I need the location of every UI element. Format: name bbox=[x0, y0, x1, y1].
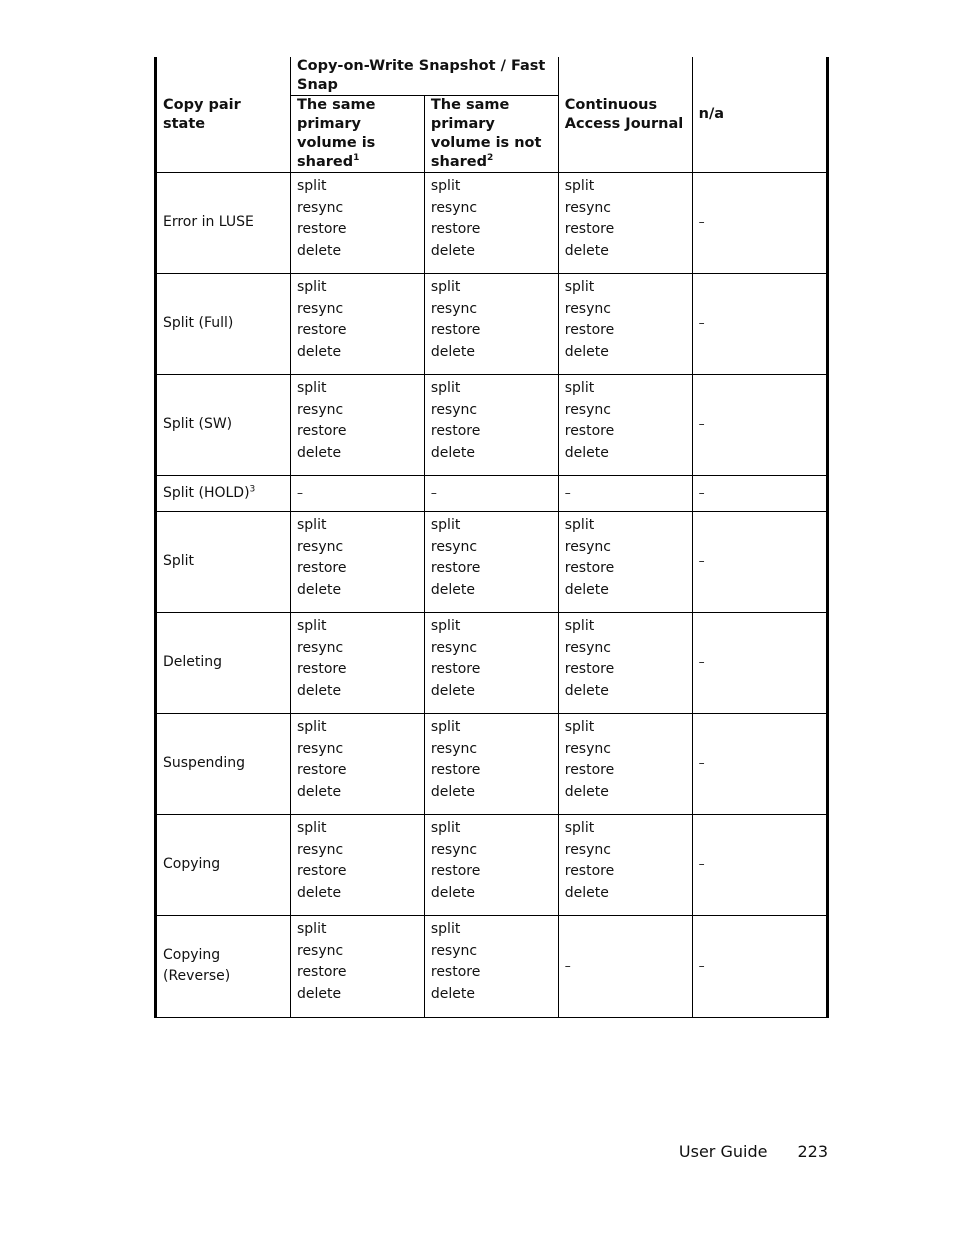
page-number: 223 bbox=[797, 1142, 828, 1161]
operation-item: delete bbox=[297, 682, 342, 699]
cell-shared bbox=[291, 274, 425, 375]
cell-journal bbox=[558, 274, 692, 375]
cell-not-shared bbox=[424, 815, 558, 916]
operation-item: resync bbox=[297, 942, 344, 959]
operation-item: split bbox=[564, 719, 595, 735]
operation-item: resync bbox=[430, 401, 478, 418]
operation-item: restore bbox=[430, 560, 481, 576]
operation-item: restore bbox=[564, 221, 615, 237]
operation-item: split bbox=[564, 820, 595, 836]
operation-item: restore bbox=[430, 322, 481, 338]
operation-item: delete bbox=[430, 581, 475, 598]
cell-na: – bbox=[692, 512, 826, 613]
operation-item: resync bbox=[297, 639, 344, 656]
operation-item: split bbox=[297, 921, 327, 937]
operation-item: delete bbox=[297, 581, 342, 598]
operation-item: split bbox=[297, 279, 327, 295]
cell-copy-pair-state: Split (Full) bbox=[157, 274, 291, 375]
operation-item: delete bbox=[430, 682, 475, 699]
operation-item: delete bbox=[430, 343, 475, 360]
cell-shared bbox=[291, 512, 425, 613]
cell-na: – bbox=[692, 815, 826, 916]
page-footer bbox=[679, 1142, 828, 1161]
cell-na: – bbox=[692, 476, 826, 512]
operation-item: resync bbox=[430, 942, 478, 959]
operation-item: restore bbox=[297, 964, 347, 980]
cell-copy-pair-state: Suspending bbox=[157, 714, 291, 815]
cell-na: – bbox=[692, 375, 826, 476]
operation-item: split bbox=[297, 719, 327, 735]
cell-copy-pair-state: Copying bbox=[157, 815, 291, 916]
operation-item: delete bbox=[564, 581, 609, 598]
cell-copy-pair-state: Deleting bbox=[157, 613, 291, 714]
operation-item: restore bbox=[564, 863, 615, 879]
header-continuous-access-journal: Continuous Access Journal bbox=[558, 57, 692, 173]
footer-label: User Guide bbox=[678, 1142, 768, 1161]
operation-item: resync bbox=[297, 538, 344, 555]
cell-shared bbox=[291, 714, 425, 815]
cell-journal bbox=[558, 815, 692, 916]
operation-item: delete bbox=[430, 444, 475, 461]
cell-not-shared bbox=[424, 512, 558, 613]
cell-not-shared bbox=[424, 173, 558, 274]
cell-not-shared bbox=[424, 375, 558, 476]
cell-shared bbox=[291, 173, 425, 274]
operation-item: split bbox=[297, 380, 327, 396]
operation-item: split bbox=[430, 279, 461, 295]
cell-journal bbox=[558, 173, 692, 274]
operation-item: split bbox=[564, 178, 595, 194]
operation-item: resync bbox=[297, 401, 344, 418]
operation-item: split bbox=[564, 517, 595, 533]
cell-journal bbox=[558, 714, 692, 815]
operation-item: split bbox=[430, 380, 461, 396]
operation-item: split bbox=[430, 517, 461, 533]
operation-item: restore bbox=[564, 661, 615, 677]
header-copy-on-write-group: Copy-on-Write Snapshot / Fast Snap bbox=[291, 57, 559, 96]
operation-item: delete bbox=[430, 985, 475, 1002]
operation-item: delete bbox=[430, 242, 475, 259]
operation-item: restore bbox=[297, 762, 347, 778]
cell-journal: – bbox=[558, 916, 692, 1017]
operation-item: split bbox=[430, 921, 461, 937]
operation-item: resync bbox=[564, 841, 611, 858]
operation-item: delete bbox=[564, 242, 609, 259]
table-row bbox=[157, 714, 826, 815]
table-row bbox=[157, 375, 826, 476]
cell-journal bbox=[558, 613, 692, 714]
operation-item: split bbox=[564, 618, 595, 634]
cell-shared bbox=[291, 375, 425, 476]
cell-copy-pair-state: Split bbox=[157, 512, 291, 613]
cell-journal bbox=[558, 512, 692, 613]
operation-item: restore bbox=[297, 221, 347, 237]
operation-item: delete bbox=[564, 783, 609, 800]
cell-shared bbox=[291, 613, 425, 714]
cell-na: – bbox=[692, 173, 826, 274]
operation-item: restore bbox=[564, 322, 615, 338]
operation-item: delete bbox=[297, 884, 342, 901]
operation-item: restore bbox=[297, 423, 347, 439]
operation-item: restore bbox=[430, 221, 481, 237]
operation-item: resync bbox=[430, 841, 478, 858]
operation-item: split bbox=[430, 820, 461, 836]
operation-item: delete bbox=[430, 783, 475, 800]
operation-item: delete bbox=[564, 444, 609, 461]
operation-item: resync bbox=[430, 639, 478, 656]
header-primary-not-shared: The same primary volume is not shared$^2$ bbox=[424, 96, 558, 173]
table-row bbox=[157, 476, 826, 512]
table-row bbox=[157, 173, 826, 274]
operation-item: restore bbox=[564, 560, 615, 576]
cell-journal: – bbox=[558, 476, 692, 512]
operation-item: resync bbox=[297, 199, 344, 216]
cell-na: – bbox=[692, 714, 826, 815]
cell-na: – bbox=[692, 916, 826, 1017]
operation-item: resync bbox=[564, 401, 611, 418]
cell-not-shared bbox=[424, 613, 558, 714]
operation-item: resync bbox=[297, 740, 344, 757]
header-primary-shared: The same primary volume is shared$^1$ bbox=[291, 96, 425, 173]
cell-na: – bbox=[692, 274, 826, 375]
operation-item: restore bbox=[430, 964, 481, 980]
operation-item: restore bbox=[430, 661, 481, 677]
operation-item: delete bbox=[564, 343, 609, 360]
operation-item: split bbox=[564, 279, 595, 295]
operation-item: resync bbox=[297, 300, 344, 317]
operation-item: split bbox=[430, 178, 461, 194]
cell-not-shared: – bbox=[424, 476, 558, 512]
cell-copy-pair-state: Error in LUSE bbox=[157, 173, 291, 274]
operation-item: restore bbox=[297, 322, 347, 338]
operation-item: split bbox=[430, 719, 461, 735]
operation-item: restore bbox=[564, 762, 615, 778]
operation-item: resync bbox=[430, 538, 478, 555]
operation-item: resync bbox=[564, 300, 611, 317]
operation-item: resync bbox=[564, 740, 611, 757]
operation-item: delete bbox=[564, 884, 609, 901]
table-row bbox=[157, 613, 826, 714]
cell-not-shared bbox=[424, 714, 558, 815]
table-row bbox=[157, 916, 826, 1017]
header-copy-pair-state: Copy pair state bbox=[157, 57, 291, 173]
operation-item: restore bbox=[297, 560, 347, 576]
cell-not-shared bbox=[424, 916, 558, 1017]
operation-item: split bbox=[430, 618, 461, 634]
copy-pair-state-table bbox=[154, 57, 829, 1018]
cell-journal bbox=[558, 375, 692, 476]
operation-item: delete bbox=[297, 985, 342, 1002]
cell-copy-pair-state: Split (HOLD)$^3$ bbox=[157, 476, 291, 512]
operation-item: restore bbox=[297, 661, 347, 677]
table-body bbox=[157, 173, 826, 1017]
operation-item: resync bbox=[430, 199, 478, 216]
operation-item: resync bbox=[430, 740, 478, 757]
operation-item: split bbox=[297, 178, 327, 194]
operation-item: split bbox=[297, 517, 327, 533]
operation-item: resync bbox=[297, 841, 344, 858]
operation-item: split bbox=[297, 820, 327, 836]
operation-item: resync bbox=[564, 199, 611, 216]
operation-item: restore bbox=[430, 423, 481, 439]
operation-item: resync bbox=[564, 639, 611, 656]
operation-item: resync bbox=[564, 538, 611, 555]
table-row bbox=[157, 815, 826, 916]
operation-item: delete bbox=[297, 343, 342, 360]
operation-item: delete bbox=[564, 682, 609, 699]
cell-na: – bbox=[692, 613, 826, 714]
cell-shared bbox=[291, 916, 425, 1017]
operation-item: delete bbox=[430, 884, 475, 901]
operation-item: restore bbox=[430, 863, 481, 879]
header-na: n/a bbox=[692, 57, 826, 173]
table-row bbox=[157, 512, 826, 613]
cell-shared: – bbox=[291, 476, 425, 512]
operation-item: restore bbox=[564, 423, 615, 439]
cell-copy-pair-state: Copying (Reverse) bbox=[157, 916, 291, 1017]
cell-not-shared bbox=[424, 274, 558, 375]
operation-item: split bbox=[297, 618, 327, 634]
operation-item: resync bbox=[430, 300, 478, 317]
operation-item: split bbox=[564, 380, 595, 396]
operation-item: restore bbox=[430, 762, 481, 778]
cell-shared bbox=[291, 815, 425, 916]
table-row bbox=[157, 274, 826, 375]
operation-item: delete bbox=[297, 783, 342, 800]
cell-copy-pair-state: Split (SW) bbox=[157, 375, 291, 476]
operation-item: delete bbox=[297, 444, 342, 461]
operation-item: restore bbox=[297, 863, 347, 879]
operation-item: delete bbox=[297, 242, 342, 259]
